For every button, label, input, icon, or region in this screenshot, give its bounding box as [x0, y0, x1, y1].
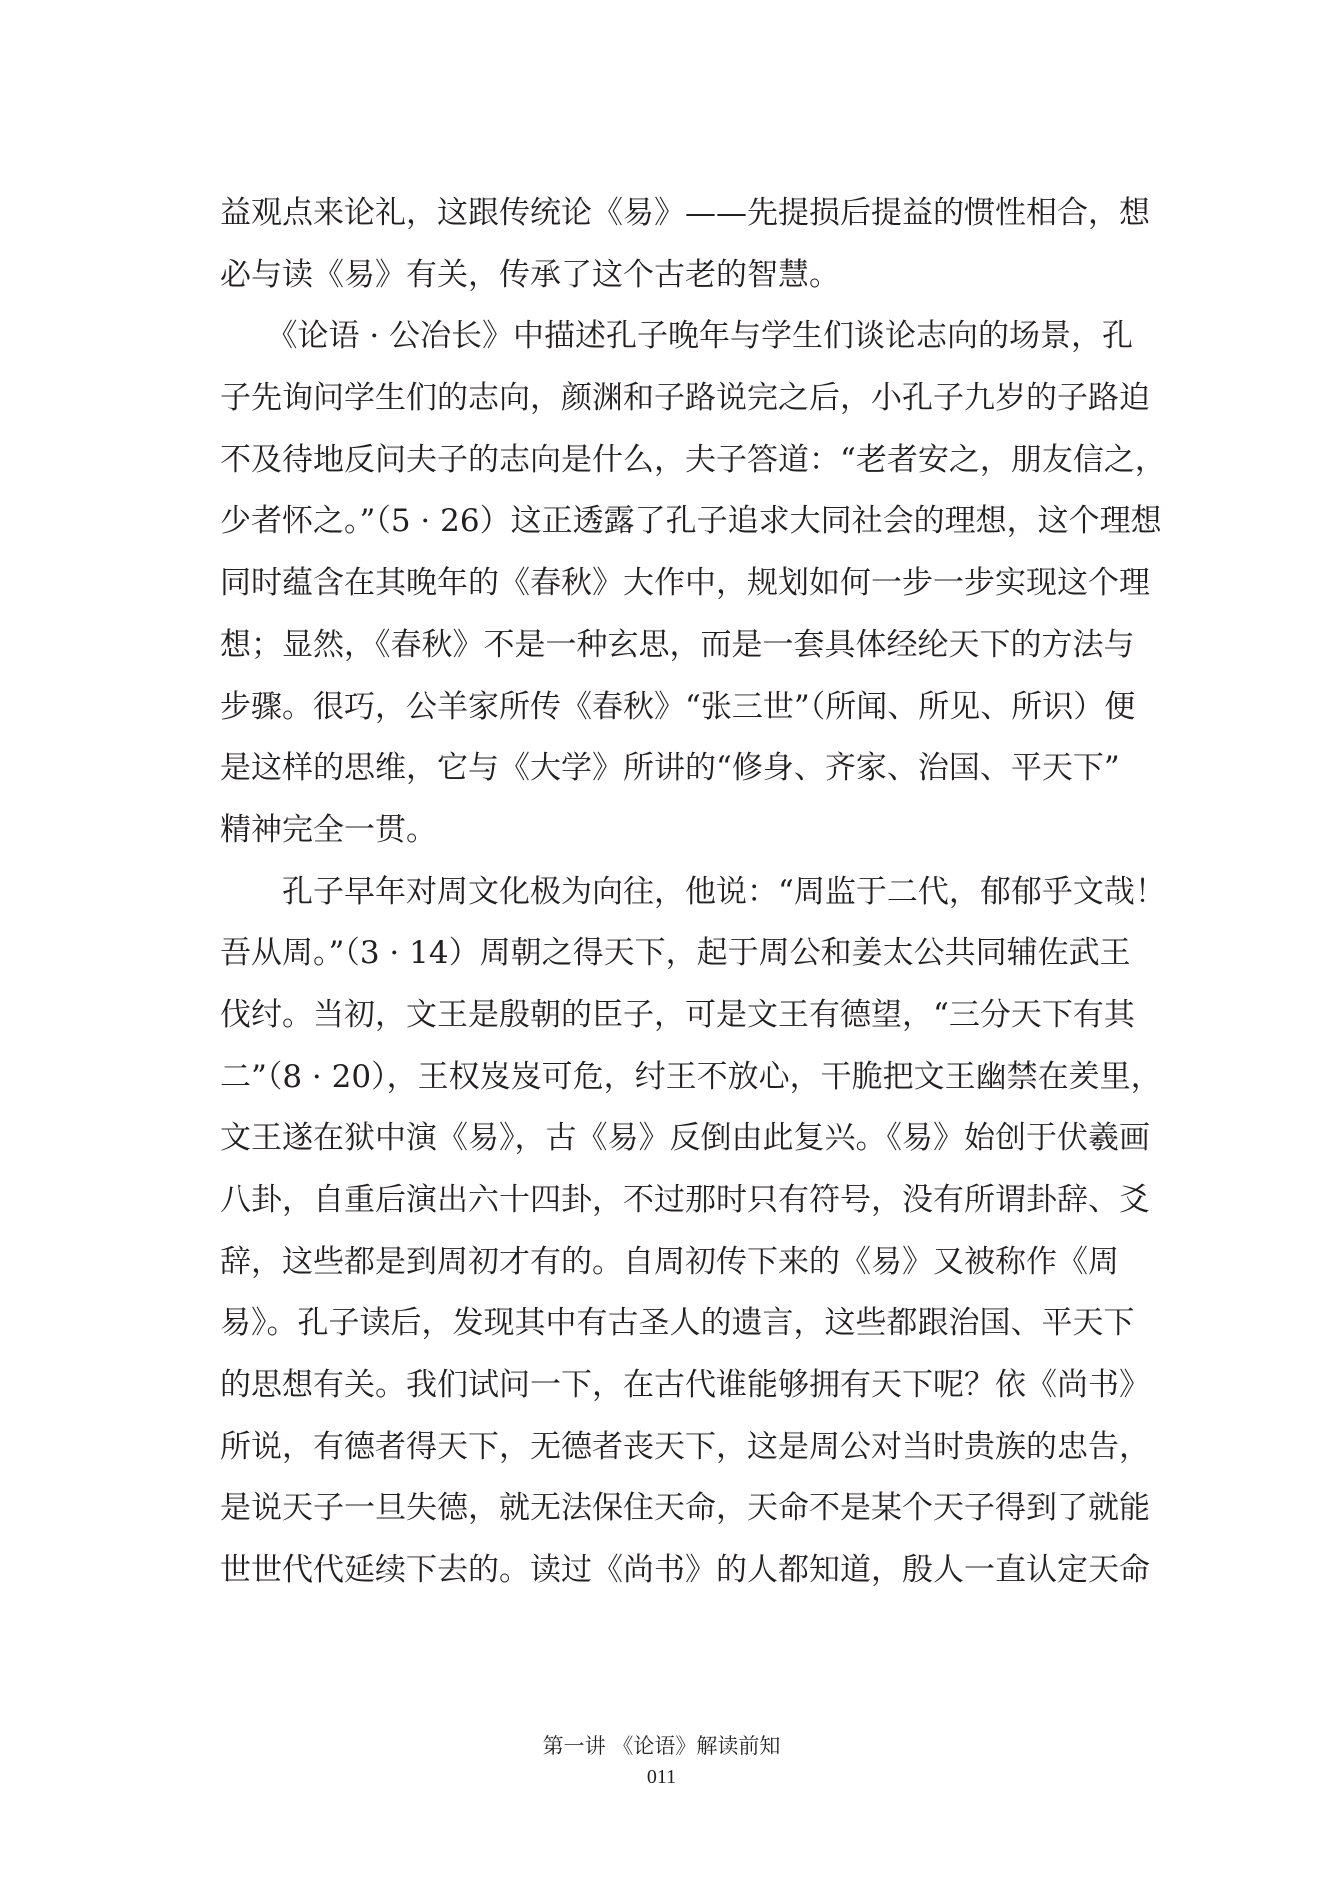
text-line: 必与读《易》有关，传承了这个古老的智慧。: [220, 256, 840, 293]
text-line: 孔子早年对周文化极为向往，他说：“周监于二代，郁郁乎文哉！: [220, 873, 1166, 910]
text-line: 辞，这些都是到周初才有的。自周初传下来的《易》又被称作《周: [220, 1243, 1119, 1280]
text-line: 精神完全一贯。: [220, 811, 437, 848]
text-line: 易》。孔子读后，发现其中有古圣人的遗言，这些都跟治国、平天下: [220, 1305, 1135, 1342]
text-line: 子先询问学生们的志向，颜渊和子路说完之后，小孔子九岁的子路迫: [220, 380, 1150, 417]
text-line: 想；显然，《春秋》不是一种玄思，而是一套具体经纶天下的方法与: [220, 626, 1135, 663]
text-line: 少者怀之。”（5 · 26）这正透露了孔子追求大同社会的理想，这个理想: [220, 503, 1162, 540]
text-line: 八卦，自重后演出六十四卦，不过那时只有符号，没有所谓卦辞、爻: [220, 1182, 1150, 1218]
text-line: 的思想有关。我们试问一下，在古代谁能够拥有天下呢？依《尚书》: [220, 1367, 1150, 1404]
running-footer-title: 第一讲 《论语》解读前知: [542, 1734, 781, 1758]
text-line: 伐纣。当初，文王是殷朝的臣子，可是文王有德望，“三分天下有其: [220, 996, 1135, 1033]
text-line: 益观点来论礼，这跟传统论《易》——先提损后提益的惯性相合，想: [220, 195, 1150, 231]
text-line: 世世代代延续下去的。读过《尚书》的人都知道，殷人一直认定天命: [220, 1552, 1150, 1589]
text-line: 《论语 · 公冶长》中描述孔子晚年与学生们谈论志向的场景，孔: [220, 318, 1134, 355]
text-line: 不及待地反问夫子的志向是什么，夫子答道：“老者安之，朋友信之，: [220, 441, 1166, 478]
body-text: [220, 183, 1166, 1602]
text-line: 是说天子一旦失德，就无法保住天命，天命不是某个天子得到了就能: [220, 1490, 1150, 1527]
text-line: 同时蕴含在其晚年的《春秋》大作中，规划如何一步一步实现这个理: [220, 565, 1150, 602]
text-line: 所说，有德者得天下，无德者丧天下，这是周公对当时贵族的忠告，: [220, 1428, 1150, 1465]
text-line: 步骤。很巧，公羊家所传《春秋》“张三世”（所闻、所见、所识）便: [220, 688, 1136, 725]
text-line: 是这样的思维，它与《大学》所讲的“修身、齐家、治国、平天下”: [220, 750, 1120, 787]
text-line: 文王遂在狱中演《易》，古《易》反倒由此复兴。《易》始创于伏羲画: [220, 1120, 1150, 1157]
page-number: 011: [646, 1766, 677, 1788]
text-line: 吾从周。”（3 · 14）周朝之得天下，起于周公和姜太公共同辅佐武王: [220, 935, 1131, 972]
text-line: 二”（8 · 20），王权岌岌可危，纣王不放心，干脆把文王幽禁在羑里，: [220, 1058, 1162, 1095]
